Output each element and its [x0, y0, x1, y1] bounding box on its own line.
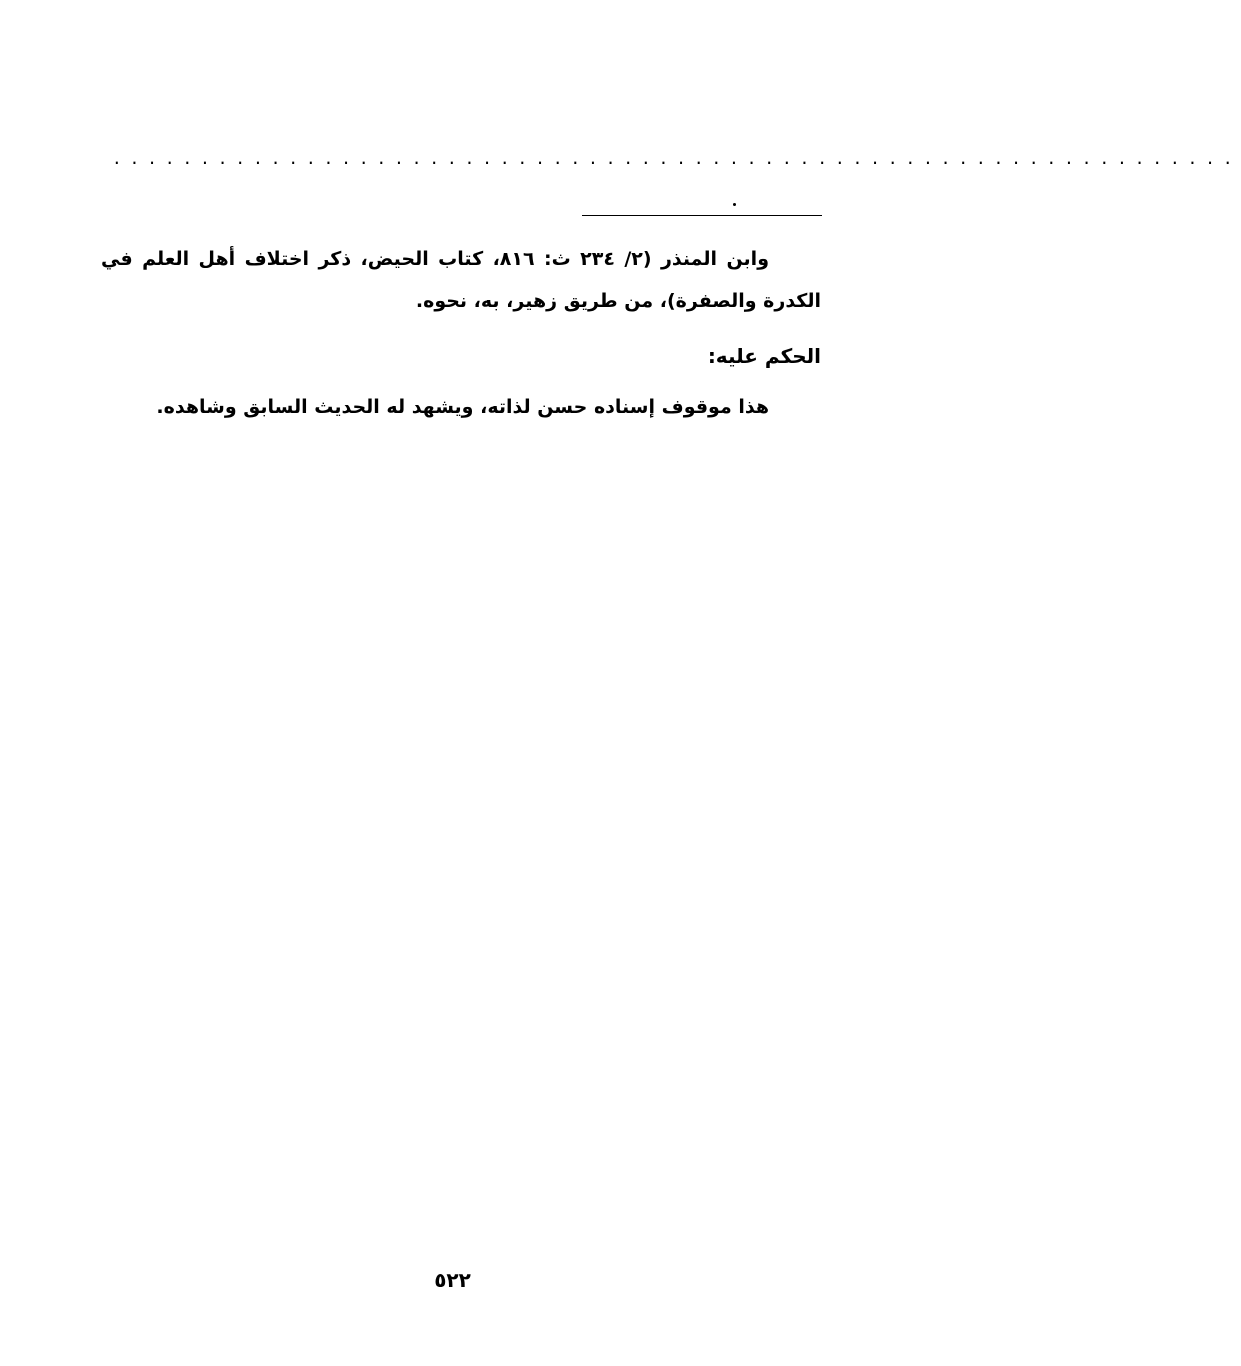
dotted-separator: ................................................................ [112, 149, 1241, 168]
ruling-heading: الحكم عليه: [707, 344, 821, 368]
footnote-marker-dot [733, 203, 736, 206]
page-number: ٥٢٢ [434, 1268, 471, 1292]
ruling-paragraph: هذا موقوف إسناده حسن لذاته، ويشهد له الحديث السابق وشاهده. [156, 396, 769, 418]
source-citation-paragraph: وابن المنذر (٢/ ٢٣٤ ث: ٨١٦، كتاب الحيض، ذكر اختلاف أهل العلم في الكدرة والصفرة)، من طريق زهير، به، نحوه. [101, 248, 821, 312]
footnote-rule [582, 215, 822, 216]
